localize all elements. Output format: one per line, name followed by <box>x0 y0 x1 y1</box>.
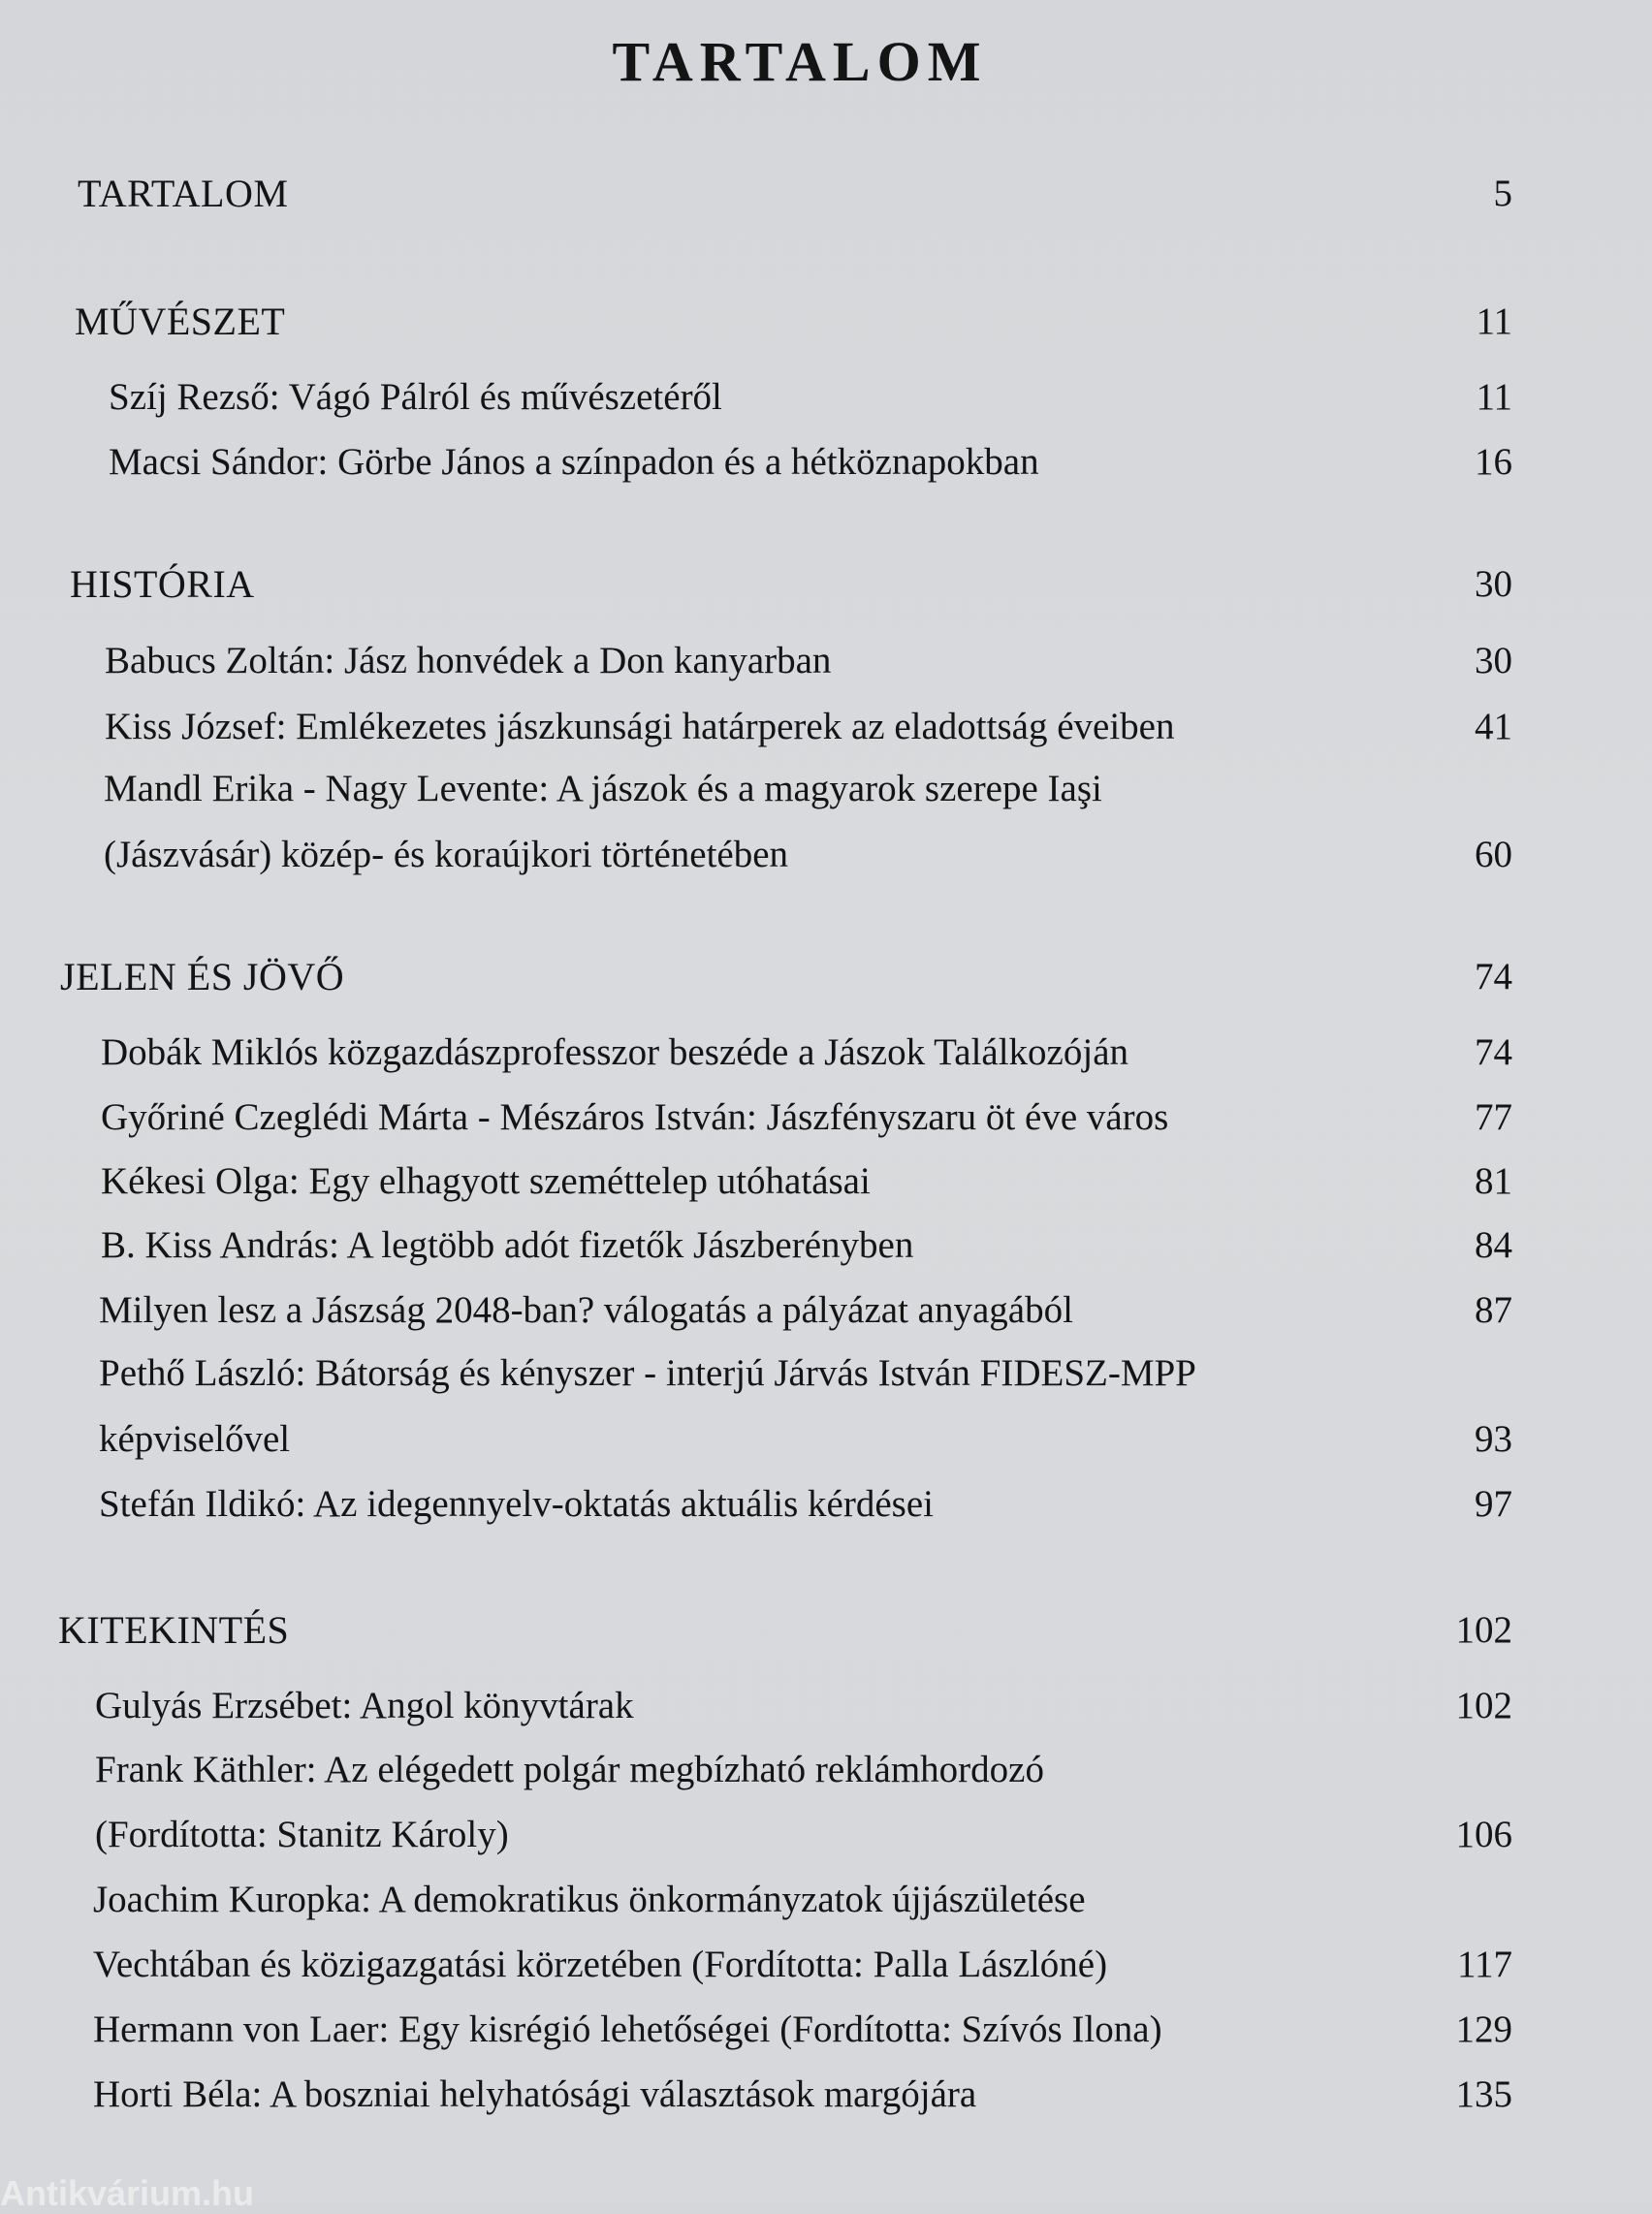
toc-entry-title: Mandl Erika - Nagy Levente: A jászok és a magyarok szerepe Iaşi <box>104 768 1102 809</box>
toc-page-number: 97 <box>1475 1483 1512 1525</box>
toc-page-number: 41 <box>1475 706 1512 747</box>
toc-entry-title: Stefán Ildikó: Az idegennyelv-oktatás aktuális kérdései <box>99 1483 934 1525</box>
toc-page-number: 87 <box>1475 1289 1512 1331</box>
toc-page-number: 77 <box>1475 1096 1512 1138</box>
toc-page-number: 93 <box>1475 1418 1512 1460</box>
toc-entry <box>0 632 1512 690</box>
toc-section-title: TARTALOM <box>78 172 289 215</box>
toc-entry-title: Kiss József: Emlékezetes jászkunsági határperek az eladottság éveiben <box>105 706 1175 747</box>
toc-section <box>0 293 1512 351</box>
toc-section-title: KITEKINTÉS <box>58 1608 290 1652</box>
toc-entry <box>0 826 1512 884</box>
toc-page-number: 11 <box>1476 376 1512 418</box>
toc-page-number: 117 <box>1456 1944 1512 1985</box>
toc-section <box>0 948 1512 1006</box>
toc-entry <box>0 1936 1512 1994</box>
toc-page-number: 74 <box>1475 956 1512 997</box>
toc-page-number: 106 <box>1455 1814 1512 1855</box>
toc-entry <box>0 1410 1512 1469</box>
toc-entry <box>0 1677 1512 1735</box>
toc-entry <box>0 1153 1512 1211</box>
toc-entry <box>0 1089 1512 1147</box>
toc-entry-title: Szíj Rezső: Vágó Pálról és művészetéről <box>109 376 722 418</box>
toc-entry <box>0 1281 1512 1340</box>
toc-entry-title: Vechtában és közigazgatási körzetében (Fordította: Palla Lászlóné) <box>93 1944 1108 1985</box>
toc-entry-title: (Jászvásár) közép- és koraújkori történetében <box>104 834 789 875</box>
toc-section <box>0 1601 1512 1660</box>
toc-entry-title: (Fordította: Stanitz Károly) <box>95 1814 509 1855</box>
toc-entry-title: Horti Béla: A boszniai helyhatósági választások margójára <box>93 2073 977 2115</box>
toc-page-number: 84 <box>1475 1224 1512 1266</box>
toc-page-number: 129 <box>1455 2008 1512 2050</box>
toc-entry <box>0 1806 1512 1864</box>
toc-entry <box>0 1024 1512 1082</box>
toc-entry <box>0 1217 1512 1275</box>
toc-entry-title: Milyen lesz a Jászság 2048-ban? válogatás a pályázat anyagából <box>99 1289 1073 1331</box>
toc-entry-title: képviselővel <box>99 1418 291 1460</box>
watermark: Antikvárium.hu <box>0 2173 255 2213</box>
toc-page-number: 102 <box>1455 1685 1512 1726</box>
toc-entry-title: Hermann von Laer: Egy kisrégió lehetőségei (Fordította: Szívós Ilona) <box>93 2008 1162 2050</box>
toc-entry <box>0 2001 1512 2059</box>
toc-entry-title: Győriné Czeglédi Márta - Mészáros István: Jászfényszaru öt éve város <box>101 1096 1169 1138</box>
toc-page-number: 11 <box>1476 300 1512 342</box>
page-title: TARTALOM <box>612 30 988 93</box>
toc-entry-title: Babucs Zoltán: Jász honvédek a Don kanyarban <box>105 640 832 681</box>
toc-entry <box>0 698 1512 756</box>
toc-entry <box>0 368 1512 427</box>
toc-page-number: 5 <box>1493 173 1512 214</box>
toc-entry <box>0 760 1512 818</box>
toc-entry <box>0 2066 1512 2124</box>
toc-entry-title: B. Kiss András: A legtöbb adót fizetők Jászberényben <box>101 1224 914 1266</box>
toc-page-number: 30 <box>1475 640 1512 681</box>
toc-entry <box>0 1344 1512 1403</box>
toc-entry <box>0 1871 1512 1929</box>
toc-entry-title: Kékesi Olga: Egy elhagyott szeméttelep utóhatásai <box>101 1160 871 1202</box>
toc-page-number: 16 <box>1475 441 1512 483</box>
toc-section-title: JELEN ÉS JÖVŐ <box>60 955 345 998</box>
toc-entry <box>0 1475 1512 1534</box>
toc-page-number: 60 <box>1475 834 1512 875</box>
toc-page-number: 135 <box>1455 2073 1512 2115</box>
toc-entry-title: Macsi Sándor: Görbe János a színpadon és a hétköznapokban <box>109 441 1039 483</box>
toc-entry-title: Joachim Kuropka: A demokratikus önkormányzatok újjászületése <box>93 1879 1086 1920</box>
toc-entry-title: Pethő László: Bátorság és kényszer - interjú Járvás István FIDESZ-MPP <box>99 1352 1196 1394</box>
toc-page-number: 74 <box>1475 1031 1512 1073</box>
toc-page-number: 102 <box>1455 1609 1512 1651</box>
toc-entry-title: Dobák Miklós közgazdászprofesszor beszéde a Jászok Találkozóján <box>101 1031 1129 1073</box>
toc-page-number: 30 <box>1475 563 1512 605</box>
toc-entry <box>0 433 1512 491</box>
toc-entry <box>0 1741 1512 1799</box>
toc-section-title: MŰVÉSZET <box>75 300 286 343</box>
toc-entry-title: Frank Käthler: Az elégedett polgár megbízható reklámhordozó <box>95 1749 1044 1790</box>
toc-section <box>0 165 1512 223</box>
toc-section <box>0 555 1512 614</box>
toc-page-number: 81 <box>1475 1160 1512 1202</box>
toc-section-title: HISTÓRIA <box>70 562 255 606</box>
toc-entry-title: Gulyás Erzsébet: Angol könyvtárak <box>95 1685 634 1726</box>
